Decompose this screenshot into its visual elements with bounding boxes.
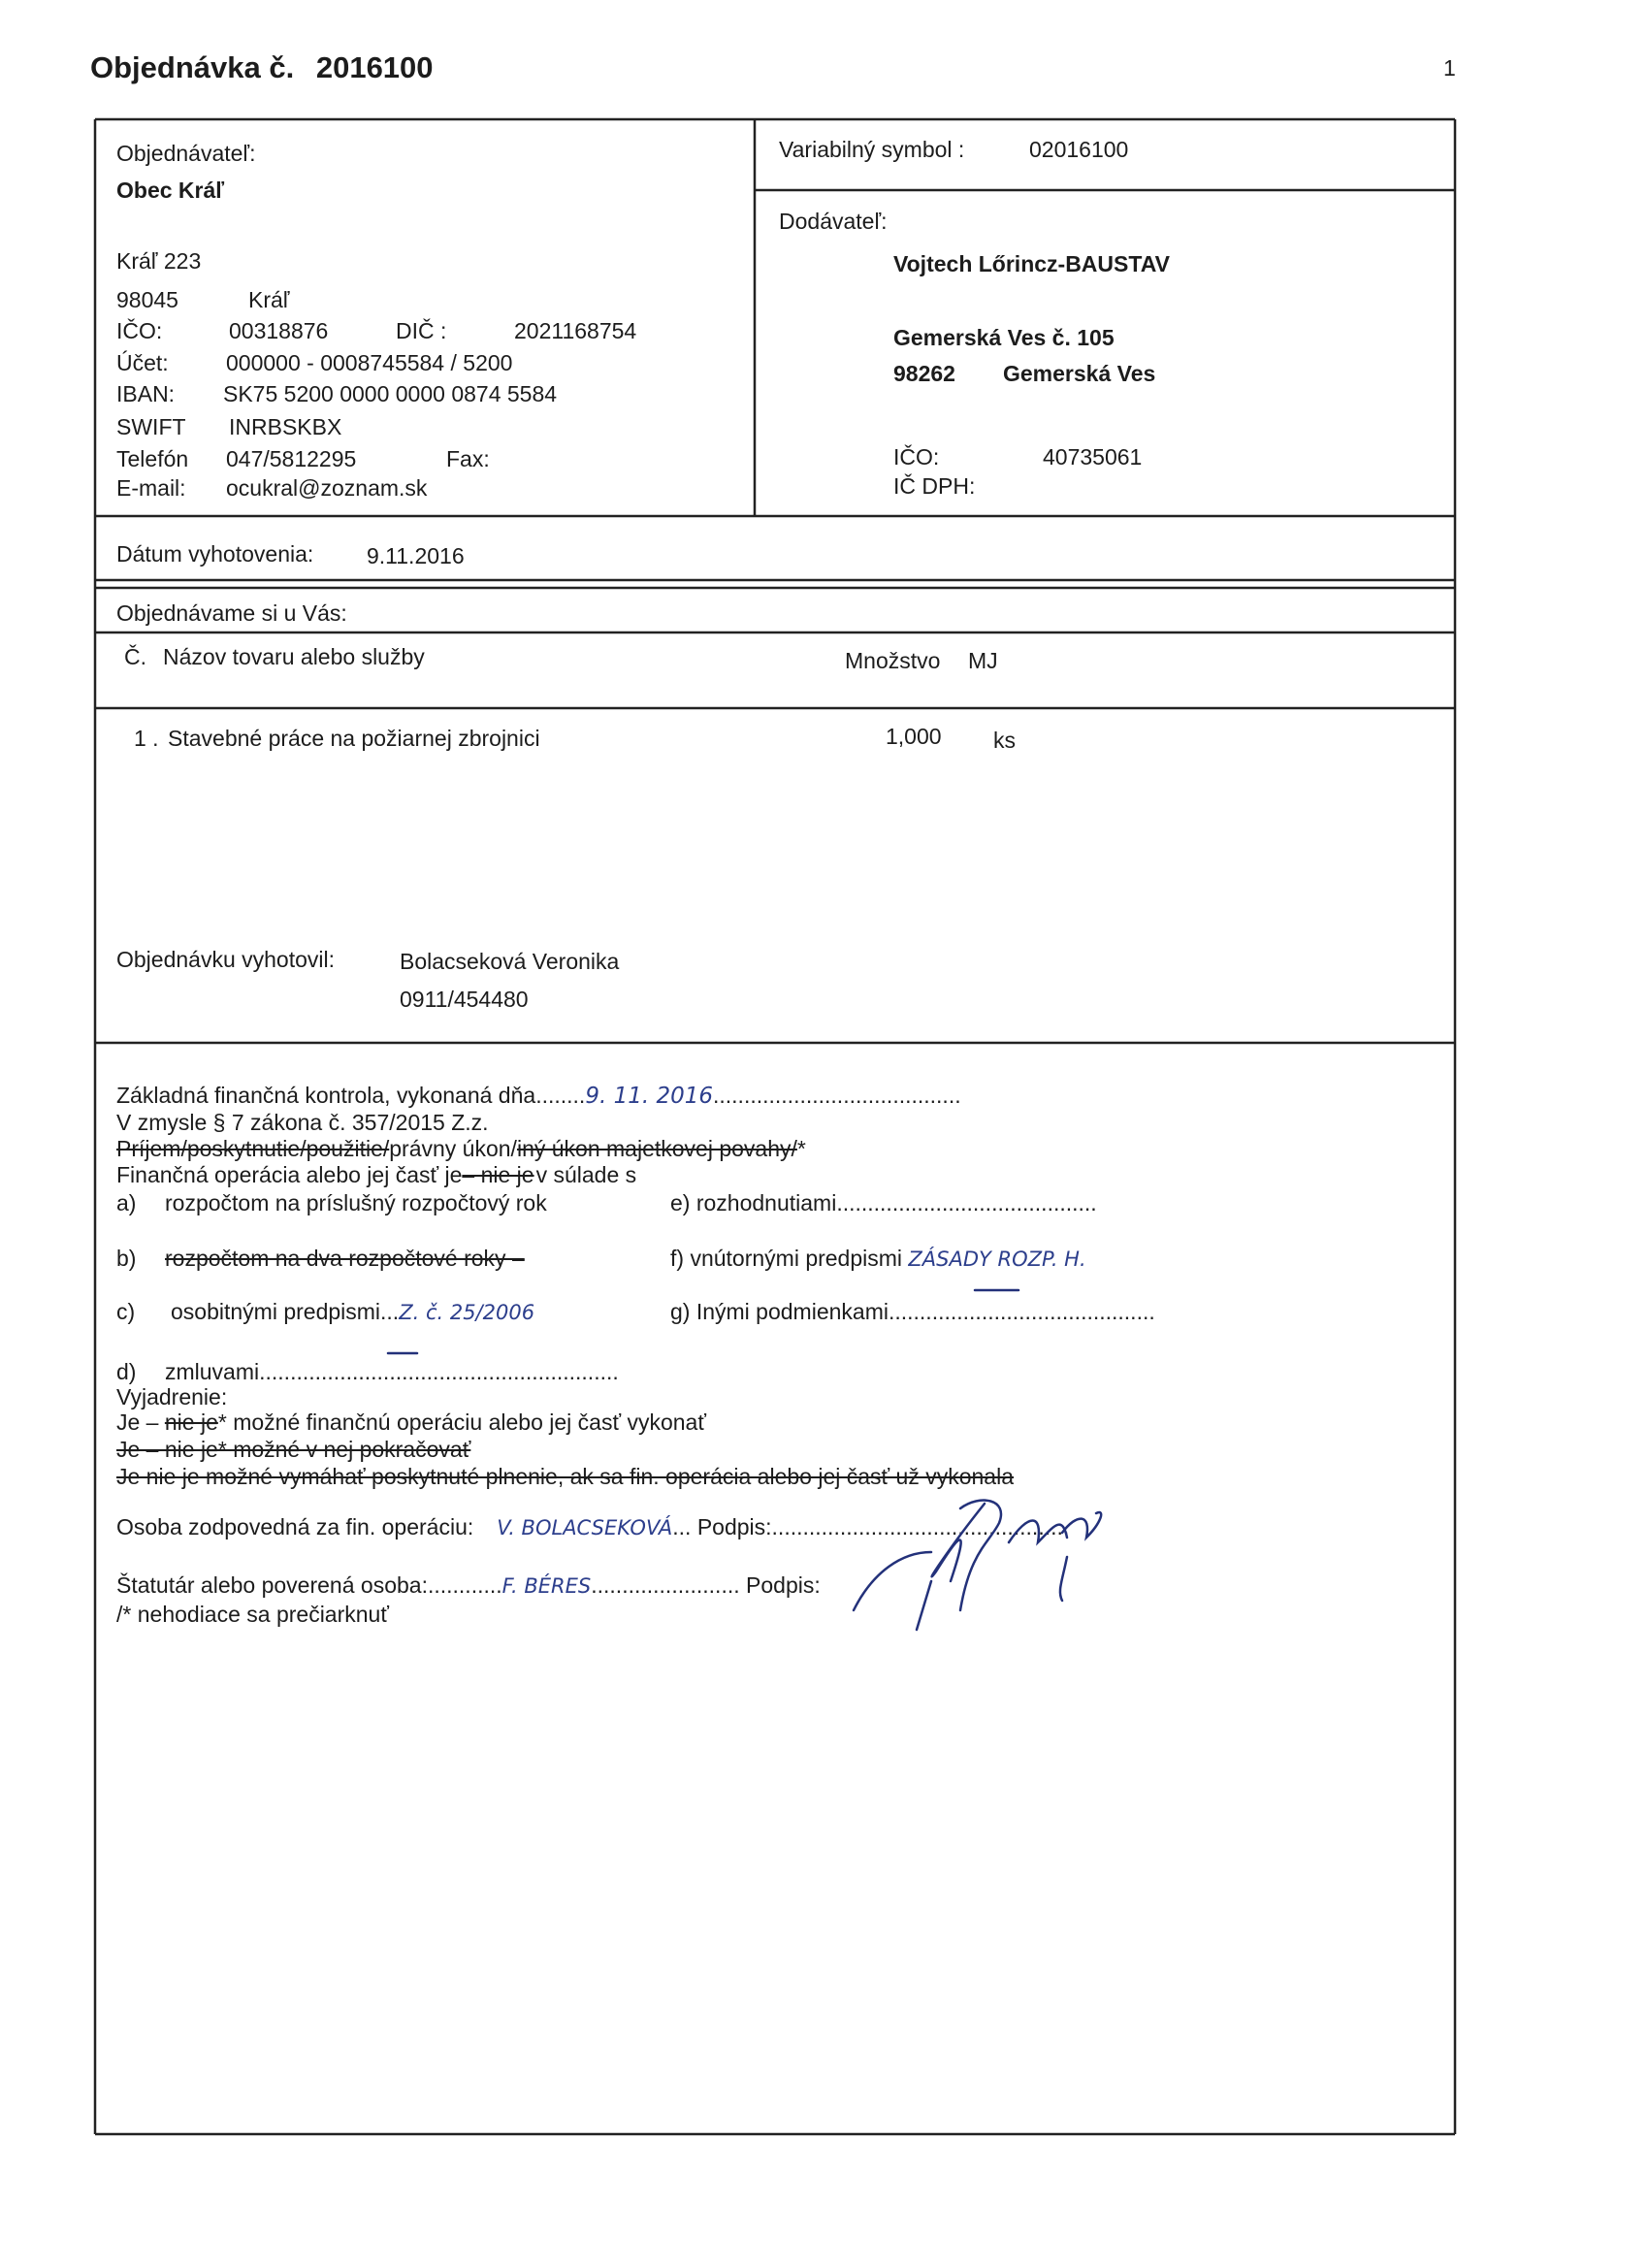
dotted-fill: ............: [427, 1572, 502, 1598]
buyer-iban-label: IBAN:: [116, 381, 176, 406]
option-g-text: g) Inými podmienkami: [670, 1299, 889, 1324]
option-a-text: rozpočtom na príslušný rozpočtový rok: [165, 1190, 547, 1215]
opinion-line3: Je nie je možné vymáhať poskytnuté plnenie, ak sa fin. operácia alebo jej časť už vykonala: [116, 1464, 1014, 1489]
dotted-fill: ...........................................: [888, 1299, 1155, 1324]
supplier-icdph-label: IČ DPH:: [893, 473, 976, 499]
author-phone: 0911/454480: [400, 987, 529, 1012]
supplier-city: Gemerská Ves: [1003, 361, 1156, 386]
variable-symbol: 02016100: [1029, 137, 1129, 162]
option-f-handwritten: ZÁSADY ROZP. H.: [908, 1247, 1086, 1271]
buyer-phone-label: Telefón: [116, 446, 189, 471]
variable-symbol-label: Variabilný symbol :: [779, 137, 965, 162]
date-value: 9.11.2016: [367, 543, 465, 568]
row-quantity: 1,000: [886, 724, 942, 749]
dotted-fill: ..........................................: [836, 1190, 1097, 1215]
col-quantity: Množstvo: [845, 648, 941, 673]
supplier-ico: 40735061: [1043, 444, 1143, 470]
control-line4-a: Finančná operácia alebo jej časť je: [116, 1162, 463, 1187]
signature-label: Podpis:: [696, 1514, 772, 1539]
control-date-handwritten: 9. 11. 2016: [585, 1084, 713, 1109]
buyer-name: Obec Kráľ: [116, 178, 225, 203]
control-line3-end: *: [796, 1136, 806, 1161]
supplier-ico-label: IČO:: [893, 444, 940, 470]
option-c-label: c): [116, 1299, 136, 1324]
buyer-phone: 047/5812295: [226, 446, 357, 471]
buyer-swift-label: SWIFT: [116, 414, 186, 439]
author-label: Objednávku vyhotovil:: [116, 947, 336, 972]
dotted-fill: ........................: [591, 1572, 740, 1598]
option-a-label: a): [116, 1190, 137, 1215]
buyer-city: Kráľ: [248, 287, 290, 312]
opinion-line2: Je – nie je* možné v nej pokračovať: [116, 1437, 471, 1462]
opinion-label: Vyjadrenie:: [116, 1384, 228, 1409]
supplier-street: Gemerská Ves č. 105: [893, 325, 1115, 350]
col-unit: MJ: [968, 648, 998, 673]
buyer-ico-label: IČO:: [116, 318, 163, 343]
row-unit: ks: [993, 728, 1016, 753]
control-line4-b: v súlade s: [535, 1162, 637, 1187]
option-e-label: e): [670, 1190, 691, 1215]
statutory-label: Štatutár alebo poverená osoba:: [116, 1572, 428, 1598]
author-name: Bolacseková Veronika: [400, 949, 620, 974]
buyer-ico: 00318876: [229, 318, 329, 343]
items-intro: Objednávame si u Vás:: [116, 600, 347, 626]
buyer-dic: 2021168754: [514, 318, 637, 343]
option-c-handwritten: Z. č. 25/2006: [399, 1301, 535, 1324]
footnote: /* nehodiace sa prečiarknuť: [116, 1602, 389, 1627]
row-name: Stavebné práce na požiarnej zbrojnici: [168, 726, 540, 751]
buyer-account-label: Účet:: [116, 350, 169, 375]
col-name: Názov tovaru alebo služby: [163, 644, 425, 669]
order-number: 2016100: [315, 50, 434, 84]
order-title-label: Objednávka č.: [90, 50, 295, 84]
dotted-fill: ................................................: [771, 1514, 1070, 1539]
buyer-swift: INRBSKBX: [229, 414, 342, 439]
signature-label-2: Podpis:: [746, 1572, 821, 1598]
responsible-handwritten: V. BOLACSEKOVÁ: [497, 1516, 673, 1539]
buyer-fax-label: Fax:: [446, 446, 490, 471]
page-number: 1: [1443, 55, 1456, 81]
option-b-label: b): [116, 1246, 137, 1271]
dotted-fill: ........: [535, 1083, 586, 1108]
dotted-fill: ...: [672, 1514, 692, 1539]
option-e-text: rozhodnutiami: [695, 1190, 837, 1215]
option-d-label: d): [116, 1359, 137, 1384]
buyer-zip: 98045: [116, 287, 178, 312]
supplier-label: Dodávateľ:: [779, 209, 888, 234]
buyer-label: Objednávateľ:: [116, 141, 256, 166]
buyer-email: ocukral@zoznam.sk: [226, 475, 428, 501]
dotted-fill: ........................................: [713, 1083, 961, 1108]
opinion-line1-strike: nie je: [164, 1409, 218, 1435]
row-number: 1 .: [134, 726, 159, 751]
dotted-fill: ..........................................................: [259, 1359, 619, 1384]
buyer-email-label: E-mail:: [116, 475, 186, 501]
opinion-line1-a: Je –: [116, 1409, 159, 1435]
statutory-handwritten: F. BÉRES: [501, 1574, 592, 1598]
control-line3-mid: právny úkon/: [389, 1136, 517, 1161]
option-d-text: zmluvami: [165, 1359, 260, 1384]
option-b-text: rozpočtom na dva rozpočtové roky –: [165, 1246, 525, 1271]
dotted-fill: ...: [380, 1299, 400, 1324]
supplier-name: Vojtech Lőrincz-BAUSTAV: [893, 251, 1170, 276]
control-line2: V zmysle § 7 zákona č. 357/2015 Z.z.: [116, 1110, 489, 1135]
buyer-iban: SK75 5200 0000 0000 0874 5584: [223, 381, 558, 406]
control-line3-strike2: iný úkon majetkovej povahy/: [516, 1136, 797, 1161]
date-label: Dátum vyhotovenia:: [116, 541, 314, 567]
supplier-zip: 98262: [893, 361, 955, 386]
buyer-street: Kráľ 223: [116, 248, 202, 274]
opinion-line1-b: * možné finančnú operáciu alebo jej časť vykonať: [217, 1409, 706, 1435]
buyer-account: 000000 - 0008745584 / 5200: [226, 350, 513, 375]
control-line1-text: Základná finančná kontrola, vykonaná dňa: [116, 1083, 536, 1108]
control-line4-strike: – nie je: [462, 1162, 534, 1187]
col-number: Č.: [124, 644, 146, 669]
option-c-text: osobitnými predpismi: [171, 1299, 381, 1324]
responsible-label: Osoba zodpovedná za fin. operáciu:: [116, 1514, 474, 1539]
option-f-text: f) vnútornými predpismi: [670, 1246, 903, 1271]
control-line3-strike: Príjem/poskytnutie/použitie/: [116, 1136, 390, 1161]
buyer-dic-label: DIČ :: [396, 318, 447, 343]
